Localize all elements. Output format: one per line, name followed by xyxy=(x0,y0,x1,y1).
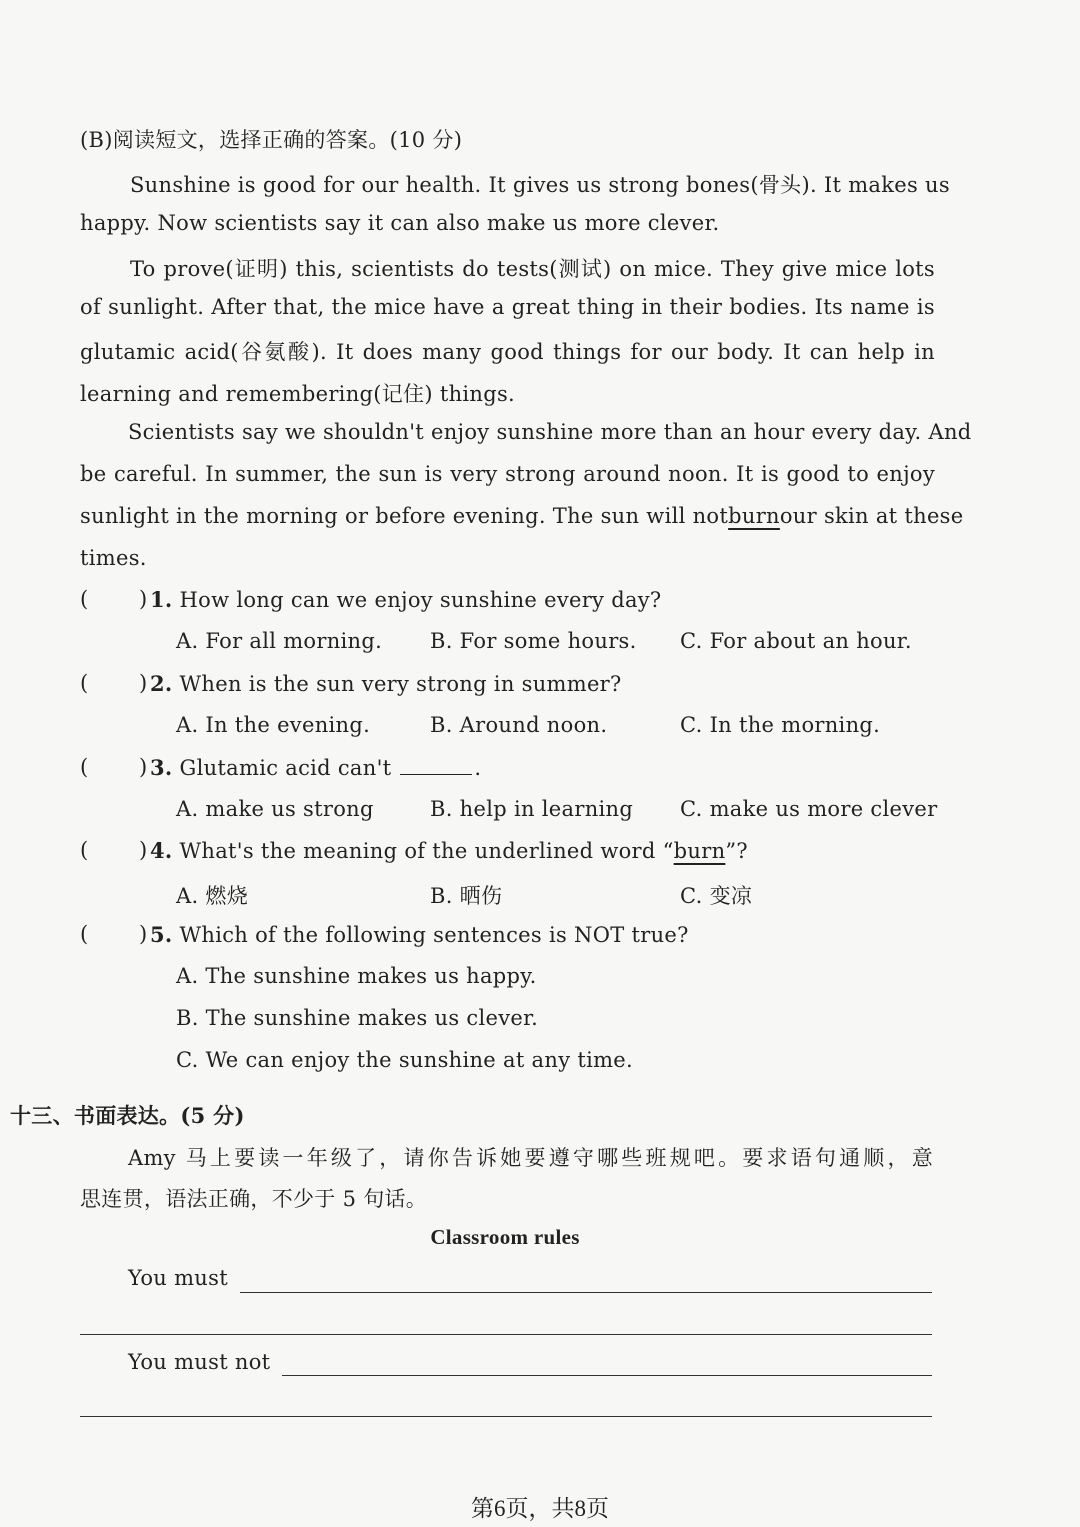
prompt-you-must-not: You must not xyxy=(128,1350,271,1374)
writing-line-3[interactable] xyxy=(282,1375,932,1376)
answer-paren-close-4: ) xyxy=(139,838,148,862)
passage-p2-line3: glutamic acid(谷氨酸). It does many good things for our body. It can help in xyxy=(80,340,935,364)
question-1 xyxy=(150,587,662,612)
page-number-footer: 第6页，共8页 xyxy=(471,1496,609,1521)
q3-option-a: A. make us strong xyxy=(176,797,374,821)
question-2 xyxy=(150,671,622,696)
passage-p2-line1: To prove(证明) this, scientists do tests(测试) on mice. They give mice lots xyxy=(130,257,935,281)
passage-p2-line2: of sunlight. After that, the mice have a great thing in their bodies. Its name is xyxy=(80,295,935,319)
q4-option-a: A. 燃烧 xyxy=(176,884,249,908)
passage-p3-line3 xyxy=(80,504,964,528)
question-2-text: When is the sun very strong in summer? xyxy=(179,672,622,696)
passage-p1-line1: Sunshine is good for our health. It gives us strong bones(骨头). It makes us xyxy=(130,173,950,197)
q4-option-b: B. 晒伤 xyxy=(430,884,503,908)
passage-p2-line4: learning and remembering(记住) things. xyxy=(80,382,516,406)
q3-option-b: B. help in learning xyxy=(430,797,634,821)
answer-paren-open-1[interactable]: ( xyxy=(80,587,89,611)
q1-option-c: C. For about an hour. xyxy=(680,629,912,653)
prompt-you-must: You must xyxy=(128,1266,228,1290)
question-3-text: Glutamic acid can't xyxy=(179,756,392,780)
q2-option-c: C. In the morning. xyxy=(680,713,881,737)
writing-line-1[interactable] xyxy=(240,1292,932,1293)
passage-p3-line4: times. xyxy=(80,546,147,570)
question-4-text-post: ”? xyxy=(725,839,748,863)
answer-paren-close-1: ) xyxy=(139,587,148,611)
q3-option-c: C. make us more clever xyxy=(680,797,938,821)
answer-paren-close-3: ) xyxy=(139,755,148,779)
question-3 xyxy=(150,755,481,780)
underlined-word-burn: burn xyxy=(728,504,780,528)
writing-line-4[interactable] xyxy=(80,1416,932,1417)
question-5-number: 5. xyxy=(150,922,173,947)
q2-option-b: B. Around noon. xyxy=(430,713,608,737)
section-b-heading: (B)阅读短文，选择正确的答案。(10 分) xyxy=(80,128,463,152)
writing-title: Classroom rules xyxy=(430,1225,580,1249)
question-4-number: 4. xyxy=(150,838,173,863)
answer-paren-open-4[interactable]: ( xyxy=(80,838,89,862)
q5-option-c: C. We can enjoy the sunshine at any time. xyxy=(176,1048,634,1072)
answer-paren-open-3[interactable]: ( xyxy=(80,755,89,779)
q4-option-c: C. 变凉 xyxy=(680,884,753,908)
question-4 xyxy=(150,838,748,863)
section-13-heading: 十三、书面表达。(5 分) xyxy=(10,1103,245,1128)
question-3-blank[interactable] xyxy=(400,756,472,775)
passage-p1-line2: happy. Now scientists say it can also make us more clever. xyxy=(80,211,720,235)
answer-paren-close-5: ) xyxy=(139,922,148,946)
answer-paren-close-2: ) xyxy=(139,671,148,695)
question-5-text: Which of the following sentences is NOT true? xyxy=(179,923,689,947)
question-2-number: 2. xyxy=(150,671,173,696)
q2-option-a: A. In the evening. xyxy=(176,713,371,737)
question-3-text-end: . xyxy=(474,756,482,780)
answer-paren-open-5[interactable]: ( xyxy=(80,922,89,946)
section-13-instruction-line2: 思连贯，语法正确，不少于 5 句话。 xyxy=(80,1187,428,1211)
question-1-text: How long can we enjoy sunshine every day? xyxy=(179,588,662,612)
answer-paren-open-2[interactable]: ( xyxy=(80,671,89,695)
question-4-underlined-word: burn xyxy=(673,839,726,863)
question-5 xyxy=(150,922,689,947)
q5-option-b: B. The sunshine makes us clever. xyxy=(176,1006,539,1030)
q1-option-a: A. For all morning. xyxy=(176,629,383,653)
passage-p3-line3-post: our skin at these xyxy=(779,504,964,528)
question-4-text-pre: What's the meaning of the underlined word “ xyxy=(179,839,674,863)
section-13-instruction-line1: Amy 马上要读一年级了，请你告诉她要遵守哪些班规吧。要求语句通顺，意 xyxy=(128,1146,933,1170)
q5-option-a: A. The sunshine makes us happy. xyxy=(176,964,537,988)
writing-line-2[interactable] xyxy=(80,1334,932,1335)
passage-p3-line3-pre: sunlight in the morning or before evening. The sun will not xyxy=(80,504,729,528)
question-1-number: 1. xyxy=(150,587,173,612)
passage-p3-line2: be careful. In summer, the sun is very strong around noon. It is good to enjoy xyxy=(80,462,935,486)
passage-p3-line1: Scientists say we shouldn't enjoy sunshine more than an hour every day. And xyxy=(128,420,972,444)
q1-option-b: B. For some hours. xyxy=(430,629,637,653)
question-3-number: 3. xyxy=(150,755,173,780)
